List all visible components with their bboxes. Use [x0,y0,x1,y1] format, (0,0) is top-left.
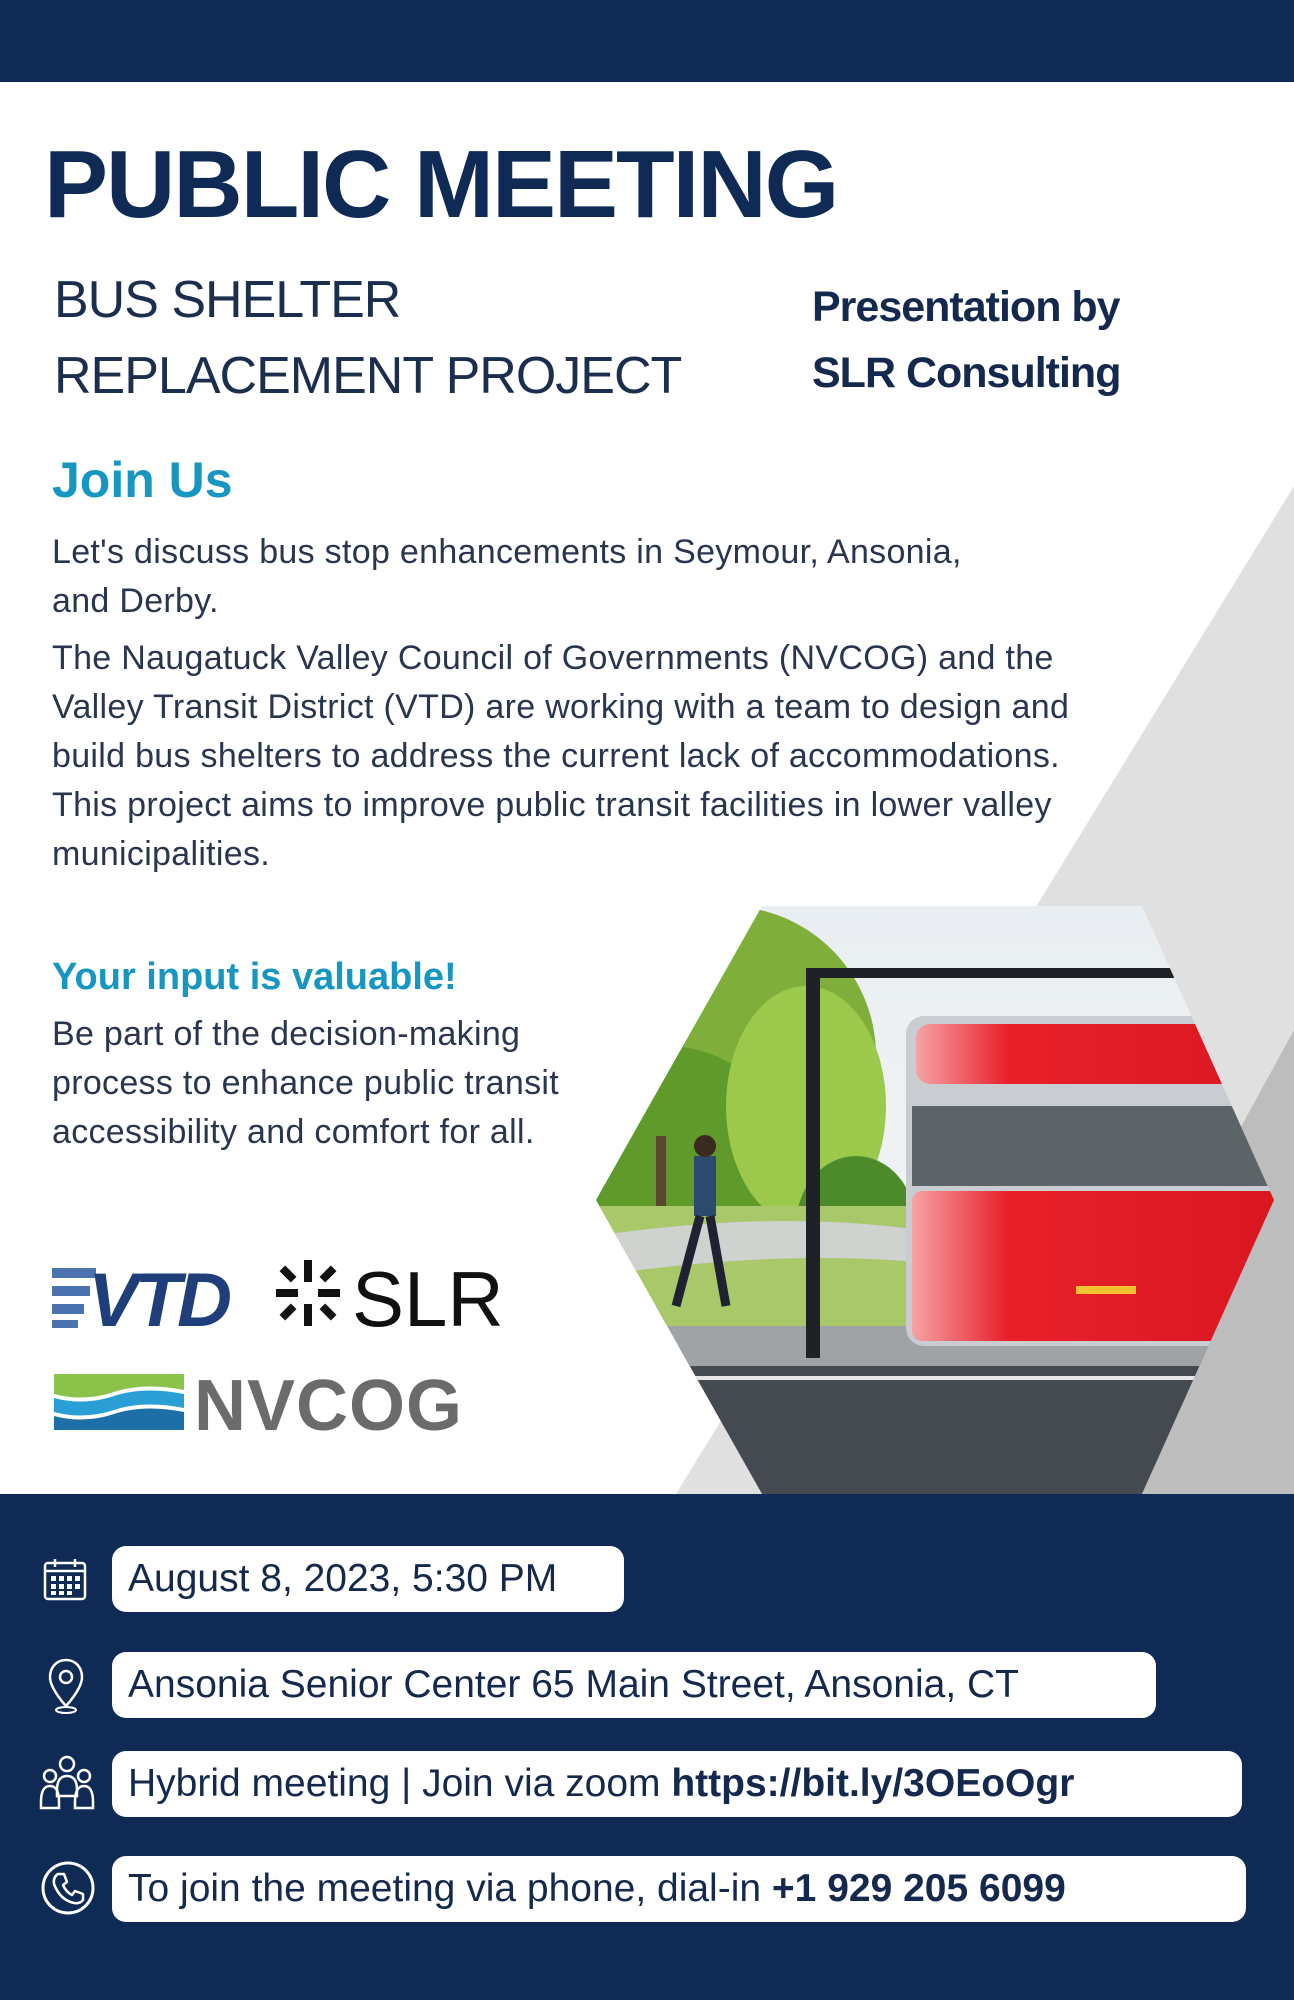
bus-shelter-photo [596,906,1274,1494]
phone-info [112,1856,1246,1922]
presenter-line-2: SLR Consulting [812,349,1121,397]
group-icon [38,1754,96,1810]
meeting-date-text: August 8, 2023, 5:30 PM [128,1557,558,1600]
input-text: Be part of the decision-making process to enhance public transit accessibility and comfort for all. [52,1015,559,1151]
intro-text: Let's discuss bus stop enhancements in Seymour, Ansonia, and Derby. [52,533,962,620]
phone-icon [40,1860,96,1916]
subtitle-line-2: REPLACEMENT PROJECT [54,347,682,405]
zoom-info [112,1751,1242,1817]
input-heading: Your input is valuable! [52,956,457,998]
slr-logo [276,1258,516,1338]
slr-logo-text: SLR [352,1258,504,1338]
phone-prefix-text: To join the meeting via phone, dial-in [128,1867,772,1910]
join-heading: Join Us [52,452,233,508]
vtd-logo-text: VTD [88,1262,228,1334]
meeting-location [112,1652,1156,1718]
page-title: PUBLIC MEETING [44,131,838,238]
subtitle-line-1: BUS SHELTER [54,271,401,329]
nvcog-logo [54,1368,504,1438]
zoom-link[interactable]: https://bit.ly/3OEoOgr [671,1762,1075,1805]
location-pin-icon [46,1656,86,1716]
slr-burst-icon [276,1260,340,1326]
nvcog-logo-text: NVCOG [194,1368,464,1438]
presenter-line-1: Presentation by [812,283,1120,331]
meeting-location-text: Ansonia Senior Center 65 Main Street, Ansonia, CT [128,1663,1019,1706]
body-text: The Naugatuck Valley Council of Governments (NVCOG) and the Valley Transit District (VTD) are working with a team to design and build bus shelters to address the current lack of accommodations. This project aims to improve public transit facilities in lower valley municipalities. [52,639,1070,873]
vtd-logo [52,1262,268,1334]
calendar-icon [42,1556,88,1602]
phone-number[interactable]: +1 929 205 6099 [771,1867,1066,1910]
meeting-date [112,1546,624,1612]
zoom-prefix-text: Hybrid meeting | Join via zoom [128,1762,672,1805]
